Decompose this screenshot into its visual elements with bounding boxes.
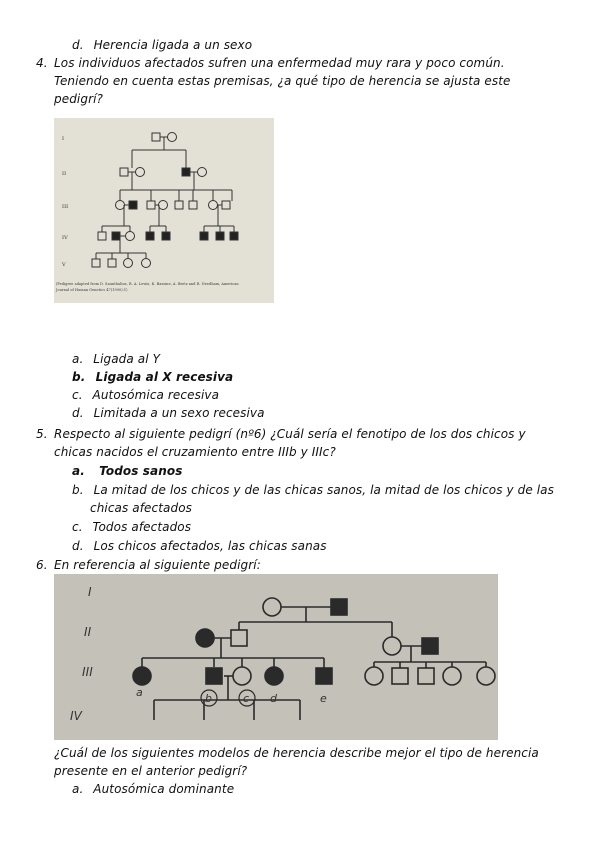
option-marker: c.	[72, 388, 83, 402]
option-text: Ligada al X recesiva	[95, 370, 234, 384]
q4-pedigree-svg	[54, 118, 274, 303]
q6-gen-label: III	[82, 665, 93, 679]
q6-number: 6.	[36, 558, 48, 572]
option-text: La mitad de los chicos y de las chicas sanos, la mitad de los chicos y de las	[93, 483, 554, 497]
q6-individual-label: a	[136, 686, 143, 699]
q5-option-c	[72, 518, 191, 536]
q4-gen-label: V	[62, 262, 66, 268]
option-marker: d.	[72, 406, 84, 420]
q5-number: 5.	[36, 427, 48, 441]
q5-option-a	[72, 462, 182, 480]
q3-option-d	[72, 36, 252, 54]
q4-option-d	[72, 404, 265, 422]
q4-option-c	[72, 386, 219, 404]
option-marker: a.	[72, 464, 85, 478]
q5-text-line-1: Respecto al siguiente pedigrí (nº6) ¿Cuál sería el fenotipo de los dos chicos y	[54, 427, 526, 441]
q4-gen-label: IV	[62, 235, 68, 241]
q4-text-line-2: Teniendo en cuenta estas premisas, ¿a qué tipo de herencia se ajusta este	[54, 74, 511, 88]
option-marker: d.	[72, 539, 84, 553]
option-marker: d.	[72, 38, 84, 52]
q6-question-line-2: presente en el anterior pedigrí?	[54, 764, 248, 778]
q4-number: 4.	[36, 56, 48, 70]
option-text: Todos sanos	[99, 464, 183, 478]
option-text: Herencia ligada a un sexo	[93, 38, 253, 52]
q6-option-a	[72, 780, 234, 798]
option-text: Limitada a un sexo recesiva	[93, 406, 265, 420]
option-marker: b.	[72, 370, 86, 384]
q4-pedigree-figure	[54, 118, 274, 303]
q6-gen-label: IV	[70, 709, 82, 723]
q5-option-d	[72, 537, 327, 555]
q4-pedigree-caption-1: (Pedigree adapted from D. Saunthalius, R. A. Lewis, K. Bassine, A. Bretz and R. Needham, American	[56, 282, 239, 286]
option-marker: a.	[72, 782, 84, 796]
q4-text-line-3: pedigrí?	[54, 92, 104, 106]
option-text: Ligada al Y	[93, 352, 161, 366]
q6-pedigree-figure	[54, 574, 498, 740]
q6-gen-label: II	[84, 625, 92, 639]
q4-gen-label: II	[62, 171, 67, 177]
q5-option-b-line-2: chicas afectados	[90, 501, 192, 515]
q6-gen-label: I	[88, 585, 92, 599]
q4-gen-label: III	[62, 204, 69, 210]
q6-question-line-1: ¿Cuál de los siguientes modelos de herencia describe mejor el tipo de herencia	[54, 746, 539, 760]
option-marker: a.	[72, 352, 84, 366]
q4-text-line-1: Los individuos afectados sufren una enfermedad muy rara y poco común.	[54, 56, 505, 70]
q6-individual-label: d	[270, 692, 278, 705]
option-marker: c.	[72, 520, 83, 534]
option-marker: b.	[72, 483, 84, 497]
q6-intro: En referencia al siguiente pedigrí:	[54, 558, 261, 572]
q6-individual-label: e	[320, 692, 327, 705]
q6-individual-label: c	[243, 692, 250, 705]
q6-individual-label: b	[205, 692, 213, 705]
q4-option-b	[72, 368, 233, 386]
q4-option-a	[72, 350, 160, 368]
option-text: Todos afectados	[92, 520, 192, 534]
q6-pedigree-svg	[54, 574, 498, 740]
q4-pedigree-caption-2: Journal of Human Genetics 47(1990):1)	[56, 288, 128, 292]
q5-text-line-2: chicas nacidos el cruzamiento entre IIIb y IIIc?	[54, 445, 336, 459]
option-text: Autosómica dominante	[93, 782, 235, 796]
option-text: Autosómica recesiva	[92, 388, 220, 402]
option-text: Los chicos afectados, las chicas sanas	[93, 539, 327, 553]
q4-gen-label: I	[62, 136, 65, 142]
q5-option-b	[72, 481, 554, 499]
